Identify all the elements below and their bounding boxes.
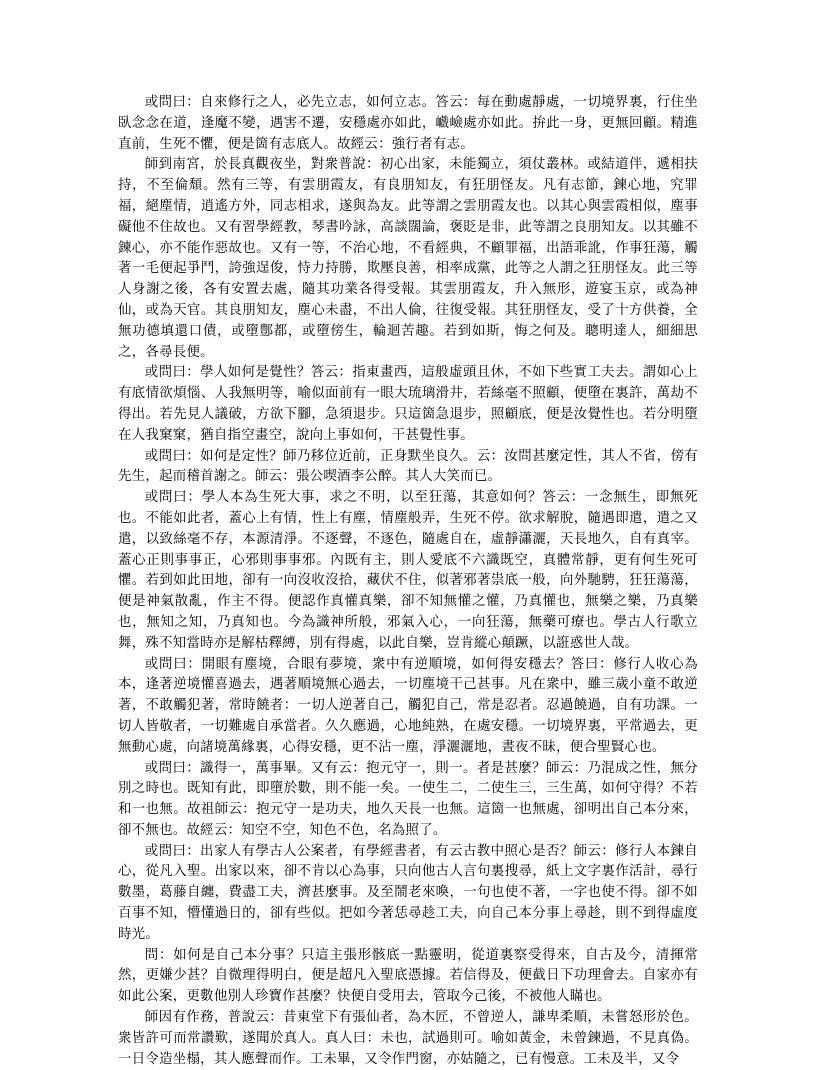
paragraph-4: 或問曰：如何是定性？師乃移位近前，正身默坐良久。云：汝問甚麼定性，其人不省，傍有先生，起而稽首謝之。師云：張公喫酒李公醉。其人大笑而已。	[118, 448, 698, 485]
paragraph-2: 師到南宮，於長真觀夜坐，對衆普說：初心出家，未能獨立，須仗叢林。或結道伴，遞相扶持，不至倫頹。然有三等，有雲朋霞友，有良朋知友，有狂朋怪友。凡有志節，鍊心地，究罪福，絕塵情，逍遙方外，同志相求，遂與為友。此等謂之雲朋霞友也。以其心與雲霞相似，塵事礙他不住故也。又有習學經教，琴書吟詠，高談闊論，褒貶是非，此等謂之良朋知友。以其雖不鍊心，亦不能作惡故也。又有一等，不治心地，不看經典，不顧罪福，出語乖訛，作事狂蕩，觸著一毛便起爭鬥，誇強逞俊，恃力持勝，欺壓良善，相率成黨，此等之人謂之狂朋怪友。此三等人身謝之後，各有安置去處，隨其功業各得受報。其雲朋霞友，升入無形，遊宴玉京，或為神仙，或為天官。其良朋知友，塵心未盡，不出人倫，往復受報。其狂朋怪友，受了十方供養，全無功德填還口債，或墮鄷都，或墮傍生，輪迴苦趣。若到如斯，悔之何及。聰明達人，細細思之，各尋長便。	[118, 157, 698, 360]
paragraph-10: 師因有作務，普說云：昔東堂下有張仙者，為木匠，不曾逆人，謙卑柔順，未嘗怒形於色。衆皆許可而常讚歎，遂聞於真人。真人曰：未也，試過則可。喻如黃金，未曾鍊過，不見真偽。一日令造坐榻，其人應聲而作。工未畢，又令作門窗，亦姑隨之，已有慢意。工未及半，又令	[118, 1010, 698, 1067]
paragraph-1: 或問曰：自來修行之人，必先立志，如何立志。答云：每在動處靜處，一切境界裏，行住坐臥念念在道，逢魔不變，遇害不遷，安穩處亦如此，巇嶮處亦如此。拚此一身，更無回顧。精進直前，生死不懼，便是箇有志底人。故經云：強行者有志。	[118, 95, 698, 152]
paragraph-3: 或問曰：學人如何是覺性？答云：指東畫西，這般虛頭且休，不如下些實工夫去。謂如心上有底情欲煩惱、人我無明等，喻似面前有一眼大琉璃滑井，若絲毫不照顧，便墮在裏許，萬劫不得出。若先見人議破，方欲下腳，急須退步。只這箇急退步，照顧底，便是汝覺性也。若分明墮在人我窠窠，猶自指空畫空，說向上事如何，干甚覺性事。	[118, 365, 698, 443]
paragraph-9: 問：如何是自己本分事？只這主張形骸底一點靈明，從道裏察受得來，自古及今，清揮常然，更嫌少甚？自微理得明白，便是超凡入聖底憑據。若信得及，便截日下功理會去。自家亦有如此公案，更數他別人珍寶作甚麼？快便自受用去，管取今己後，不被他人瞞也。	[118, 947, 698, 1005]
paragraph-8: 或問曰：出家人有學古人公案者，有學經書者，有云古教中照心是否？師云：修行人本鍊自心，從凡入聖。出家以來，卻不肯以心為事，只向他古人言句裏搜尋，紙上文字裏作活計，尋行數墨，葛藤自纏，費盡工夫，濟甚麼事。及至鬧老來喚，一句也使不著，一字也使不得。卻不如百事不知，懵懂過日的，卻有些似。把如今著恁尋趁工夫，向自己本分事上尋趁，則不到得虛度時光。	[118, 843, 698, 942]
paragraph-7: 或問曰：識得一，萬事畢。又有云：抱元守一，則一。者是甚麼？師云：乃混成之性，無分別之時也。既知有此，即墮於數，則不能一矣。一使生二，二使生三，三生萬，如何守得？不若和一也無。故祖師云：抱元守一是功夫，地久天長一也無。這箇一也無處，卻明出自己本分來，卻不無也。故經云：知空不空，知色不色，名為照了。	[118, 760, 698, 838]
document-page	[118, 93, 698, 1070]
paragraph-6: 或問曰：開眼有塵境，合眼有夢境，衆中有逆順境，如何得安穩去？答曰：修行人收心為本，逢著逆境懽喜過去，遇著順境無心過去，一切塵境干己甚事。凡在衆中，雖三歲小童不敢逆著，不敢觸犯著，常時饒者：一切人逆著自己，觸犯自己，常是忍者。忍過饒過，自有功課。一切人皆敬者，一切難處自承當者。久久應過，心地純熟，在處安穩。一切境界裏，平常過去，更無動心處，向諸境萬緣裏，心得安穩，更不沾一塵，淨灑灑地，晝夜不昧，便合聖賢心也。	[118, 656, 698, 755]
paragraph-5: 或問曰：學人本為生死大事，求之不明，以至狂蕩，其意如何？答云：一念無生，即無死也。不能如此者，蓋心上有情，性上有塵，情塵般弄，生死不停。欲求解脫，隨遇即遣，遣之又遣，以致絲毫不存，本源清淨。不逐聲，不逐色，隨處自在，虛靜瀟灑，天長地久，自有真宰。蓋心正則事事正，心邪則事事邪。內既有主，則人愛底不六識既空，真體常靜，更有何生死可懼。若到如此田地，卻有一向沒收沒拾，藏伏不住，似著邪著祟底一般，向外馳騁，狂狂蕩蕩，便是神氣散亂，作主不得。便認作真懽真樂，卻不知無懽之懽，乃真懽也，無樂之樂，乃真樂也，無知之知，乃真知也。今為識神所般，邪氣入心，一向狂蕩，無藥可療也。學古人行歌立舞，殊不知當時亦是解枯釋縛，別有得處，以此自樂，豈肯縱心顛蹶，以誑惑世人哉。	[118, 490, 698, 651]
